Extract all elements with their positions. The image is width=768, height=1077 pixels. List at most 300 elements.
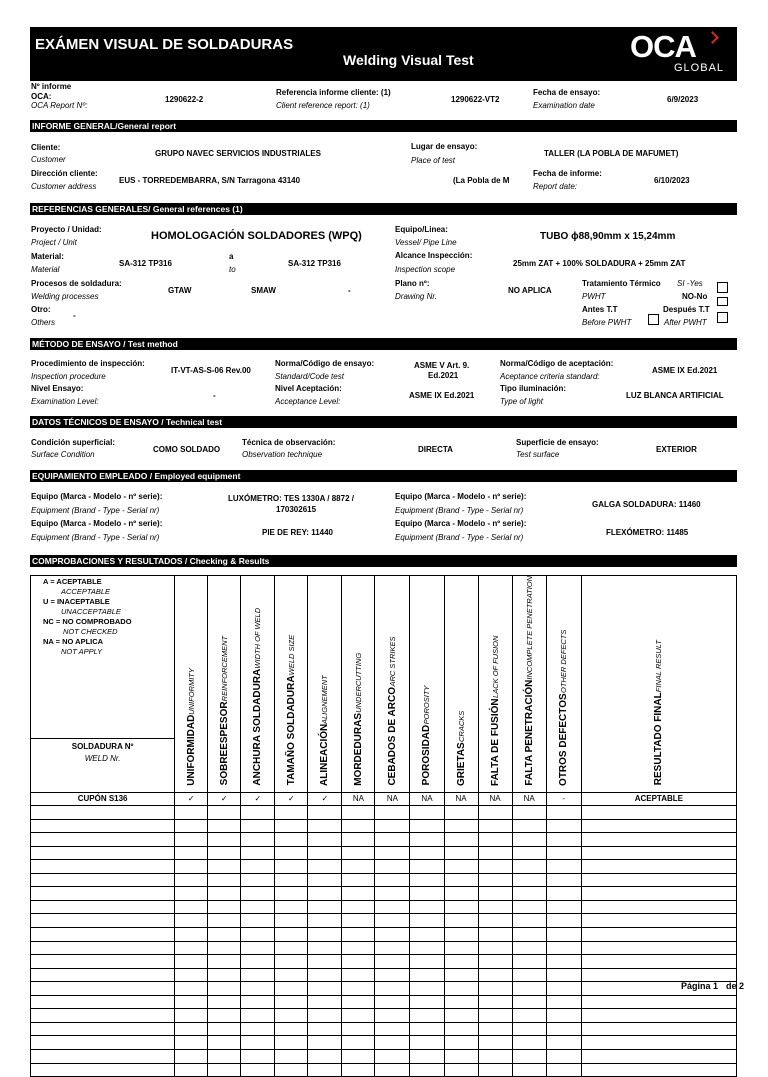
empty-cell: [546, 1063, 581, 1077]
empty-cell: [308, 1063, 342, 1077]
empty-cell: [241, 806, 275, 820]
empty-cell: [410, 860, 444, 874]
empty-cell: [31, 995, 175, 1009]
material-label: Material:: [31, 252, 64, 261]
empty-cell: [241, 1049, 275, 1063]
drawing-label: Plano nº:: [395, 279, 430, 288]
column-header-11: [512, 576, 546, 793]
empty-cell: [175, 860, 208, 874]
empty-cell: [175, 982, 208, 996]
empty-table-row: [31, 1049, 737, 1063]
column-label-en: CRACKS: [456, 710, 466, 742]
empty-cell: [342, 1009, 375, 1023]
empty-cell: [478, 819, 512, 833]
empty-cell: [478, 900, 512, 914]
column-label: TAMAÑO SOLDADURA: [285, 675, 297, 786]
result-cell: ✓: [175, 792, 208, 806]
empty-cell: [512, 955, 546, 969]
light-label-en: Type of light: [500, 397, 543, 406]
empty-cell: [241, 833, 275, 847]
result-cell: NA: [342, 792, 375, 806]
empty-table-row: [31, 928, 737, 942]
result-cell: NA: [410, 792, 444, 806]
legend-nc: NC = NO COMPROBADO: [43, 617, 132, 626]
empty-table-row: [31, 968, 737, 982]
empty-cell: [512, 1036, 546, 1050]
empty-cell: [208, 914, 241, 928]
process-label: Procesos de soldadura:: [31, 279, 122, 288]
empty-cell: [275, 1022, 308, 1036]
empty-cell: [410, 968, 444, 982]
empty-cell: [581, 1022, 736, 1036]
empty-cell: [581, 873, 736, 887]
empty-cell: [31, 914, 175, 928]
address-label-en: Customer address: [31, 182, 97, 191]
empty-cell: [31, 833, 175, 847]
empty-cell: [444, 928, 478, 942]
empty-cell: [478, 995, 512, 1009]
empty-cell: [546, 846, 581, 860]
empty-cell: [546, 928, 581, 942]
empty-cell: [275, 995, 308, 1009]
empty-table-row: [31, 995, 737, 1009]
empty-cell: [546, 1049, 581, 1063]
section-general-refs: REFERENCIAS GENERALES/ General references (1): [30, 203, 737, 215]
equip3-value: PIE DE REY: 11440: [262, 528, 333, 537]
equip2-value: GALGA SOLDADURA: 11460: [592, 500, 701, 509]
empty-cell: [175, 1063, 208, 1077]
level-value: -: [213, 391, 216, 400]
empty-cell: [512, 873, 546, 887]
weld-id-cell: CUPÓN S136: [31, 792, 175, 806]
empty-cell: [31, 982, 175, 996]
empty-cell: [444, 1036, 478, 1050]
empty-cell: [241, 873, 275, 887]
level-label: Nivel Ensayo:: [31, 384, 84, 393]
empty-cell: [308, 914, 342, 928]
empty-cell: [308, 806, 342, 820]
scope-label: Alcance Inspección:: [395, 251, 473, 260]
section-checking: COMPROBACIONES Y RESULTADOS / Checking & Results: [30, 555, 737, 567]
empty-cell: [208, 995, 241, 1009]
column-header-8: [410, 576, 444, 793]
scope-value: 25mm ZAT + 100% SOLDADURA + 25mm ZAT: [513, 259, 686, 268]
empty-cell: [410, 982, 444, 996]
empty-cell: [31, 1036, 175, 1050]
exam-date-label-en: Examination date: [533, 101, 595, 110]
empty-cell: [175, 900, 208, 914]
result-cell: ✓: [275, 792, 308, 806]
empty-cell: [308, 1049, 342, 1063]
empty-cell: [308, 860, 342, 874]
empty-cell: [208, 860, 241, 874]
empty-table-row: [31, 833, 737, 847]
empty-cell: [375, 955, 410, 969]
procedure-label: Procedimiento de inspección:: [31, 359, 145, 368]
empty-cell: [581, 1009, 736, 1023]
heat-yes-checkbox[interactable]: [717, 282, 728, 293]
empty-cell: [546, 887, 581, 901]
section-test-method: MÉTODO DE ENSAYO / Test method: [30, 338, 737, 350]
project-value: HOMOLOGACIÓN SOLDADORES (WPQ): [151, 230, 362, 242]
empty-cell: [478, 833, 512, 847]
column-header-9: [444, 576, 478, 793]
column-header-1: [175, 576, 208, 793]
report-date-label-en: Report date:: [533, 182, 578, 191]
client-value: GRUPO NAVEC SERVICIOS INDUSTRIALES: [155, 149, 321, 158]
empty-cell: [375, 1063, 410, 1077]
empty-cell: [342, 955, 375, 969]
empty-cell: [546, 1022, 581, 1036]
empty-cell: [478, 1063, 512, 1077]
equip1-label-en: Equipment (Brand - Type - Serial nr): [31, 506, 160, 515]
empty-cell: [546, 860, 581, 874]
empty-cell: [512, 1063, 546, 1077]
empty-cell: [175, 887, 208, 901]
logo-accent-icon: [706, 31, 719, 44]
empty-cell: [375, 833, 410, 847]
empty-cell: [208, 887, 241, 901]
empty-cell: [410, 955, 444, 969]
empty-cell: [275, 806, 308, 820]
empty-cell: [241, 955, 275, 969]
empty-cell: [175, 995, 208, 1009]
empty-cell: [342, 1022, 375, 1036]
empty-table-row: [31, 1036, 737, 1050]
empty-cell: [208, 900, 241, 914]
result-cell: NA: [375, 792, 410, 806]
empty-cell: [175, 1022, 208, 1036]
column-header-4: [275, 576, 308, 793]
empty-cell: [275, 914, 308, 928]
empty-cell: [444, 941, 478, 955]
norm-value-1: ASME V Art. 9.: [414, 361, 470, 370]
test-surface-label-en: Test surface: [516, 450, 560, 459]
empty-cell: [275, 900, 308, 914]
empty-cell: [410, 1063, 444, 1077]
empty-cell: [31, 900, 175, 914]
report-date-value: 6/10/2023: [654, 176, 690, 185]
empty-cell: [478, 1049, 512, 1063]
empty-cell: [375, 995, 410, 1009]
empty-cell: [444, 982, 478, 996]
empty-cell: [275, 887, 308, 901]
empty-cell: [308, 982, 342, 996]
accept-level-label: Nivel Aceptación:: [275, 384, 342, 393]
empty-cell: [241, 1036, 275, 1050]
column-label-en: LACK OF FUSION: [490, 635, 500, 698]
report-date-label: Fecha de informe:: [533, 169, 602, 178]
empty-cell: [342, 941, 375, 955]
empty-cell: [478, 1022, 512, 1036]
procedure-label-en: Inspection procedure: [31, 372, 106, 381]
empty-cell: [375, 887, 410, 901]
empty-cell: [275, 982, 308, 996]
empty-cell: [208, 968, 241, 982]
empty-cell: [241, 928, 275, 942]
empty-cell: [581, 806, 736, 820]
empty-cell: [342, 995, 375, 1009]
empty-cell: [410, 846, 444, 860]
empty-cell: [546, 819, 581, 833]
empty-cell: [308, 887, 342, 901]
empty-cell: [444, 968, 478, 982]
norm-value-2: Ed.2021: [428, 371, 459, 380]
empty-cell: [444, 955, 478, 969]
empty-cell: [208, 1036, 241, 1050]
empty-cell: [581, 955, 736, 969]
empty-table-row: [31, 900, 737, 914]
accept-value: ASME IX Ed.2021: [652, 366, 718, 375]
empty-cell: [581, 941, 736, 955]
empty-cell: [581, 914, 736, 928]
empty-cell: [444, 860, 478, 874]
accept-label: Norma/Código de aceptación:: [500, 359, 614, 368]
scope-label-en: Inspection scope: [395, 265, 456, 274]
empty-cell: [512, 995, 546, 1009]
empty-cell: [31, 955, 175, 969]
empty-cell: [175, 1009, 208, 1023]
equip1-value: LUXÓMETRO: TES 1330A / 8872 /: [228, 494, 354, 503]
empty-cell: [546, 900, 581, 914]
legend-na: NA = NO APLICA: [43, 637, 104, 646]
process-3: -: [348, 286, 351, 295]
empty-cell: [31, 887, 175, 901]
process-1: GTAW: [168, 286, 192, 295]
column-header-7: [375, 576, 410, 793]
drawing-label-en: Drawing Nr.: [395, 292, 437, 301]
heat-treatment-label: Tratamiento Térmico: [582, 279, 661, 288]
empty-cell: [241, 860, 275, 874]
empty-cell: [375, 968, 410, 982]
place-label-en: Place of test: [411, 156, 456, 165]
empty-cell: [375, 873, 410, 887]
empty-cell: [308, 941, 342, 955]
empty-cell: [208, 833, 241, 847]
norm-label-en: Standard/Code test: [275, 372, 344, 381]
empty-cell: [581, 1036, 736, 1050]
column-label-en: INCOMPLETE PENETRATION: [524, 576, 534, 680]
heat-no-checkbox[interactable]: [717, 297, 728, 306]
empty-cell: [444, 833, 478, 847]
empty-cell: [444, 846, 478, 860]
empty-cell: [208, 846, 241, 860]
equip2-label-en: Equipment (Brand - Type - Serial nr): [395, 506, 524, 515]
heat-si-label: SI -Yes: [677, 279, 703, 288]
empty-cell: [410, 1049, 444, 1063]
empty-cell: [275, 1009, 308, 1023]
empty-cell: [275, 873, 308, 887]
report-num-label-en: OCA Report Nº:: [31, 101, 88, 110]
empty-cell: [208, 1063, 241, 1077]
empty-cell: [208, 1049, 241, 1063]
empty-cell: [444, 995, 478, 1009]
after-pwht-checkbox[interactable]: [717, 312, 728, 323]
empty-cell: [342, 873, 375, 887]
empty-cell: [275, 941, 308, 955]
empty-table-row: [31, 1063, 737, 1077]
equip-line-value: TUBO ɸ88,90mm x 15,24mm: [540, 231, 676, 242]
accept-label-en: Aceptance criteria standard:: [500, 372, 600, 381]
empty-cell: [375, 928, 410, 942]
empty-cell: [512, 1022, 546, 1036]
empty-cell: [342, 914, 375, 928]
empty-cell: [31, 1063, 175, 1077]
empty-cell: [444, 819, 478, 833]
project-label: Proyecto / Unidad:: [31, 225, 102, 234]
empty-cell: [342, 1049, 375, 1063]
before-pwht-label: Antes T.T: [582, 305, 618, 314]
empty-cell: [512, 900, 546, 914]
column-header-5: [308, 576, 342, 793]
empty-cell: [175, 955, 208, 969]
empty-cell: [342, 806, 375, 820]
empty-cell: [375, 941, 410, 955]
equip4-label-en: Equipment (Brand - Type - Serial nr): [395, 533, 524, 542]
empty-cell: [175, 846, 208, 860]
empty-cell: [208, 1022, 241, 1036]
client-label: Cliente:: [31, 143, 61, 152]
empty-cell: [581, 860, 736, 874]
empty-cell: [478, 806, 512, 820]
empty-cell: [308, 968, 342, 982]
empty-cell: [546, 833, 581, 847]
empty-cell: [546, 955, 581, 969]
empty-cell: [581, 1049, 736, 1063]
empty-table-row: [31, 955, 737, 969]
empty-cell: [478, 914, 512, 928]
empty-cell: [375, 1009, 410, 1023]
empty-cell: [478, 968, 512, 982]
legend-header-row: [31, 576, 737, 739]
empty-cell: [175, 968, 208, 982]
empty-cell: [275, 1063, 308, 1077]
empty-cell: [410, 928, 444, 942]
final-result-cell: ACEPTABLE: [581, 792, 736, 806]
empty-cell: [512, 846, 546, 860]
empty-cell: [342, 819, 375, 833]
column-label: RESULTADO FINAL: [653, 692, 665, 786]
column-label-en: ALIGNEMENT: [320, 674, 330, 724]
empty-cell: [375, 819, 410, 833]
column-label-en: POROSITY: [422, 686, 432, 725]
oca-logo-sub: GLOBAL: [674, 62, 725, 74]
drawing-value: NO APLICA: [508, 286, 552, 295]
empty-cell: [175, 806, 208, 820]
empty-cell: [241, 1063, 275, 1077]
empty-cell: [512, 819, 546, 833]
empty-cell: [478, 955, 512, 969]
before-pwht-label-en: Before PWHT: [582, 318, 632, 327]
empty-cell: [241, 968, 275, 982]
empty-table-row: [31, 941, 737, 955]
client-ref-label: Referencia informe cliente: (1): [276, 88, 391, 97]
empty-cell: [581, 968, 736, 982]
light-label: Tipo iluminación:: [500, 384, 567, 393]
legend-u-en: UNACCEPTABLE: [61, 607, 121, 616]
project-label-en: Project / Unit: [31, 238, 77, 247]
empty-cell: [275, 968, 308, 982]
empty-cell: [444, 1009, 478, 1023]
column-label: OTROS DEFECTOS: [558, 692, 570, 786]
empty-cell: [512, 941, 546, 955]
equip1-value-2: 170302615: [276, 505, 317, 514]
legend-a: A = ACEPTABLE: [43, 577, 102, 586]
obs-value: DIRECTA: [418, 445, 453, 454]
result-cell: ✓: [308, 792, 342, 806]
empty-cell: [444, 887, 478, 901]
empty-cell: [375, 846, 410, 860]
empty-cell: [208, 873, 241, 887]
empty-cell: [375, 982, 410, 996]
empty-cell: [512, 928, 546, 942]
empty-cell: [31, 1022, 175, 1036]
empty-cell: [546, 806, 581, 820]
material-from: SA-312 TP316: [119, 259, 172, 268]
empty-table-row: [31, 860, 737, 874]
empty-cell: [444, 873, 478, 887]
empty-cell: [308, 846, 342, 860]
column-label: ANCHURA SOLDADURA: [252, 668, 264, 786]
page-total: de 2: [726, 981, 745, 991]
empty-cell: [241, 982, 275, 996]
empty-cell: [175, 1036, 208, 1050]
empty-cell: [581, 900, 736, 914]
light-value: LUZ BLANCA ARTIFICIAL: [626, 391, 724, 400]
empty-cell: [31, 1049, 175, 1063]
empty-cell: [31, 846, 175, 860]
legend-nc-en: NOT CHECKED: [63, 627, 118, 636]
empty-cell: [478, 928, 512, 942]
column-label: POROSIDAD: [421, 725, 433, 786]
material-to: SA-312 TP316: [288, 259, 341, 268]
empty-cell: [478, 982, 512, 996]
document-title: EXÁMEN VISUAL DE SOLDADURAS: [35, 36, 294, 53]
empty-cell: [241, 887, 275, 901]
column-header-3: [241, 576, 275, 793]
empty-table-row: [31, 982, 737, 996]
heat-pwht-label: PWHT: [582, 292, 606, 301]
column-header-2: [208, 576, 241, 793]
empty-cell: [478, 1036, 512, 1050]
empty-cell: [308, 1036, 342, 1050]
test-surface-value: EXTERIOR: [656, 445, 697, 454]
client-ref-value: 1290622-VT2: [451, 95, 500, 104]
before-pwht-checkbox[interactable]: [648, 314, 659, 325]
empty-cell: [275, 860, 308, 874]
empty-cell: [512, 833, 546, 847]
column-label-en: UNDERCUTTING: [353, 652, 363, 713]
column-header-12: [546, 576, 581, 793]
empty-cell: [478, 860, 512, 874]
surface-value: COMO SOLDADO: [153, 445, 221, 454]
empty-cell: [512, 914, 546, 928]
empty-cell: [410, 806, 444, 820]
equip2-label: Equipo (Marca - Modelo - nº serie):: [395, 492, 527, 501]
material-a: a: [229, 252, 234, 261]
empty-cell: [31, 860, 175, 874]
empty-cell: [275, 846, 308, 860]
empty-cell: [410, 887, 444, 901]
empty-cell: [342, 928, 375, 942]
empty-cell: [175, 914, 208, 928]
empty-cell: [581, 887, 736, 901]
empty-cell: [581, 995, 736, 1009]
empty-cell: [375, 806, 410, 820]
empty-cell: [175, 873, 208, 887]
empty-cell: [275, 1036, 308, 1050]
empty-cell: [275, 1049, 308, 1063]
